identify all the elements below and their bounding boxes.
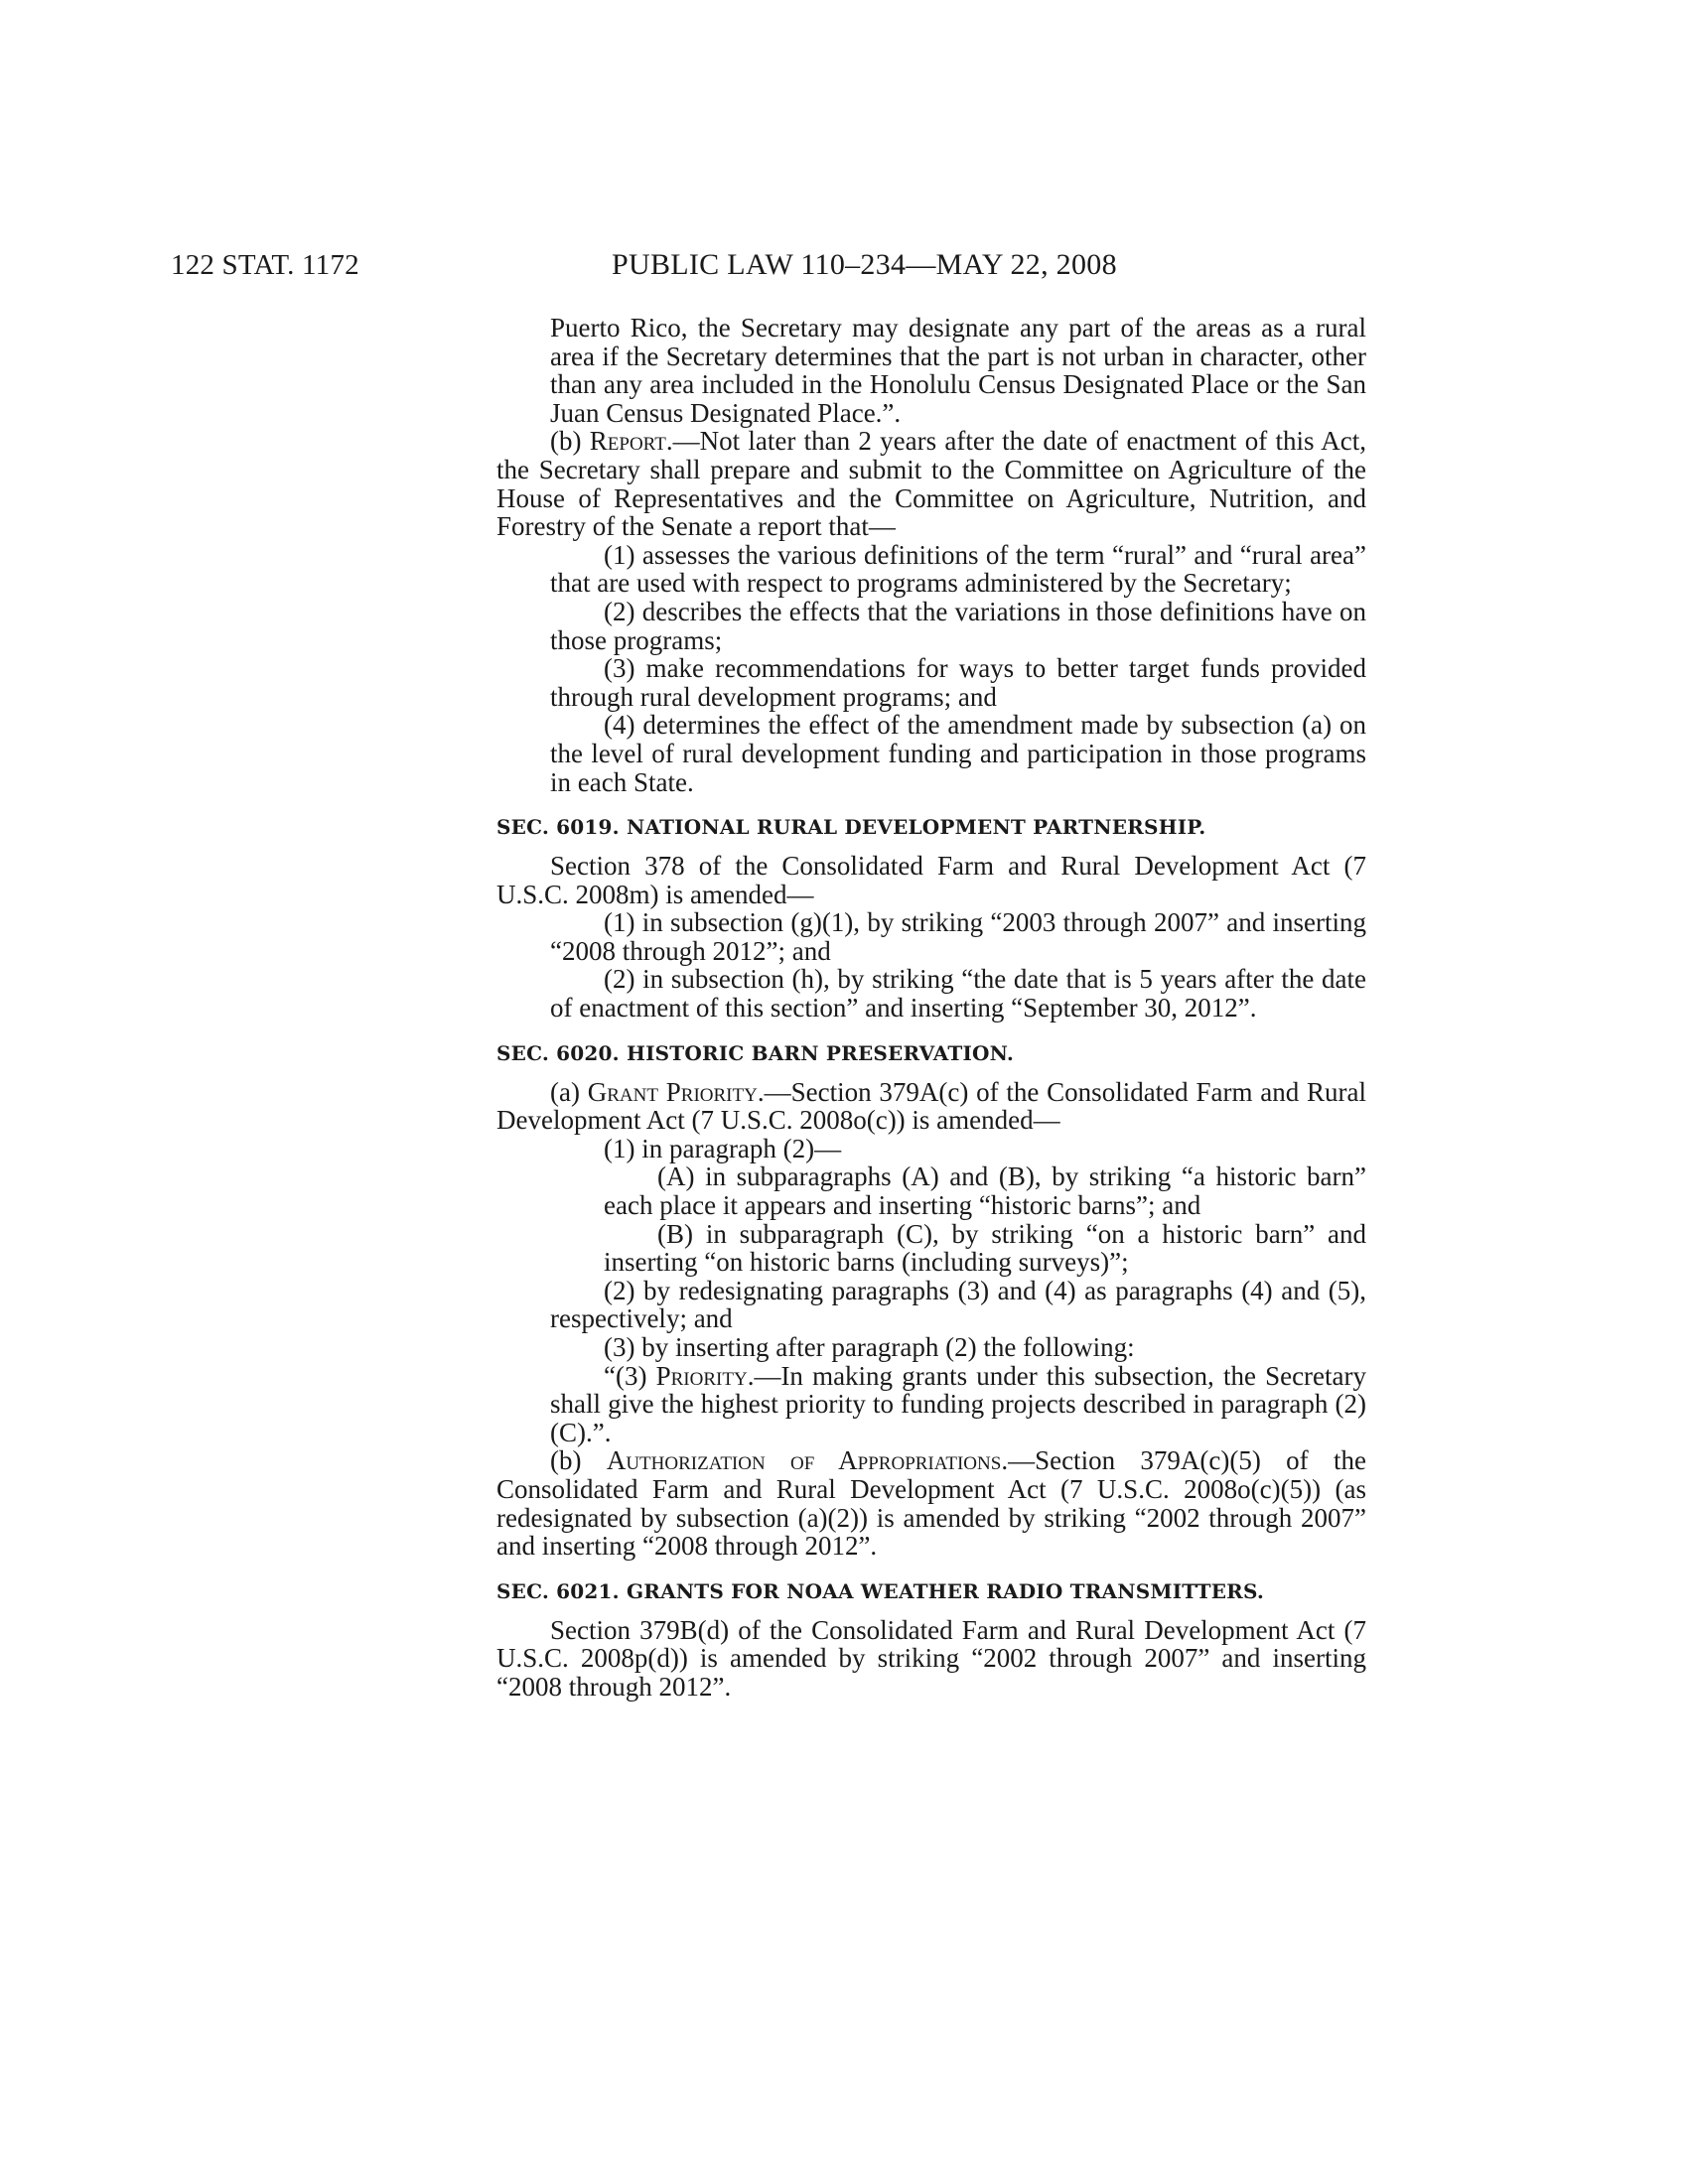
subsection-heading: Authorization of Appropriations [606, 1445, 1002, 1476]
section-heading-6021: SEC. 6021. GRANTS FOR NOAA WEATHER RADIO TRANSMITTERS. [496, 1578, 1265, 1603]
paragraph: Section 379B(d) of the Consolidated Farm and Rural Development Act (7 U.S.C. 2008p(d)) is amended by striking “2002 through 2007” and inserting “2008 through 2012”. [496, 1614, 1366, 1702]
subsection-authorization: (b) Authorization of Appropriations.—Section 379A(c)(5) of the Consolidated Farm and Rural Development Act (7 U.S.C. 2008o(c)(5)) (as redesignated by subsection (a)(2)) is amended by striking “2002 through 2007” and inserting “2008 through 2012”. [496, 1445, 1366, 1562]
subsection-heading: Report [589, 426, 666, 457]
subsection-heading: Grant Priority [587, 1076, 758, 1107]
running-header-title: PUBLIC LAW 110–234—MAY 22, 2008 [612, 248, 1117, 281]
paragraph: Section 378 of the Consolidated Farm and Rural Development Act (7 U.S.C. 2008m) is amended— [496, 851, 1366, 909]
page-reference: 122 STAT. 1172 [171, 249, 359, 281]
paragraph: Puerto Rico, the Secretary may designate any part of the areas as a rural area if the Secretary determines that the part is not urban in character, other than any area included in the Honolulu Census Designated Place or the San Juan Census Designated Place.”. [550, 313, 1366, 428]
document-body [496, 314, 1366, 1702]
section-heading-6019: SEC. 6019. NATIONAL RURAL DEVELOPMENT PARTNERSHIP. [496, 815, 1206, 840]
list-item: (3) by inserting after paragraph (2) the following: [604, 1332, 1135, 1362]
subsection-heading: Priority [655, 1360, 748, 1391]
list-item: (1) assesses the various definitions of the term “rural” and “rural area” that are used with respect to programs administered by the Secretary; [550, 539, 1366, 599]
list-item: (2) by redesignating paragraphs (3) and (4) as paragraphs (4) and (5), respectively; and [550, 1275, 1366, 1334]
list-item: (2) describes the effects that the variations in those definitions have on those programs; [550, 596, 1366, 655]
list-item: (1) in paragraph (2)— [604, 1133, 842, 1163]
list-item: (B) in subparagraph (C), by striking “on a historic barn” and inserting “on historic barns (including surveys)”; [604, 1218, 1366, 1278]
quoted-priority: “(3) Priority.—In making grants under this subsection, the Secretary shall give the highest priority to funding projects described in paragraph (2)(C).”. [550, 1360, 1366, 1447]
list-item: (2) in subsection (h), by striking “the date that is 5 years after the date of enactment of this section” and inserting “September 30, 2012”. [550, 964, 1366, 1024]
list-item: (4) determines the effect of the amendment made by subsection (a) on the level of rural development funding and participation in those programs in each State. [550, 710, 1366, 797]
section-heading-6020: SEC. 6020. HISTORIC BARN PRESERVATION. [496, 1040, 1015, 1065]
subsection-grant-priority: (a) Grant Priority.—Section 379A(c) of the Consolidated Farm and Rural Development Act (7 U.S.C. 2008o(c)) is amended— [496, 1076, 1366, 1136]
list-item: (1) in subsection (g)(1), by striking “2003 through 2007” and inserting “2008 through 2012”; and [550, 907, 1366, 966]
list-item: (A) in subparagraphs (A) and (B), by striking “a historic barn” each place it appears and inserting “historic barns”; and [604, 1161, 1366, 1221]
list-item: (3) make recommendations for ways to better target funds provided through rural development programs; and [550, 653, 1366, 712]
subsection-report: (b) Report.—Not later than 2 years after the date of enactment of this Act, the Secretary shall prepare and submit to the Committee on Agriculture of the House of Representatives and the Committee on Agriculture, Nutrition, and Forestry of the Senate a report that— [496, 426, 1367, 542]
